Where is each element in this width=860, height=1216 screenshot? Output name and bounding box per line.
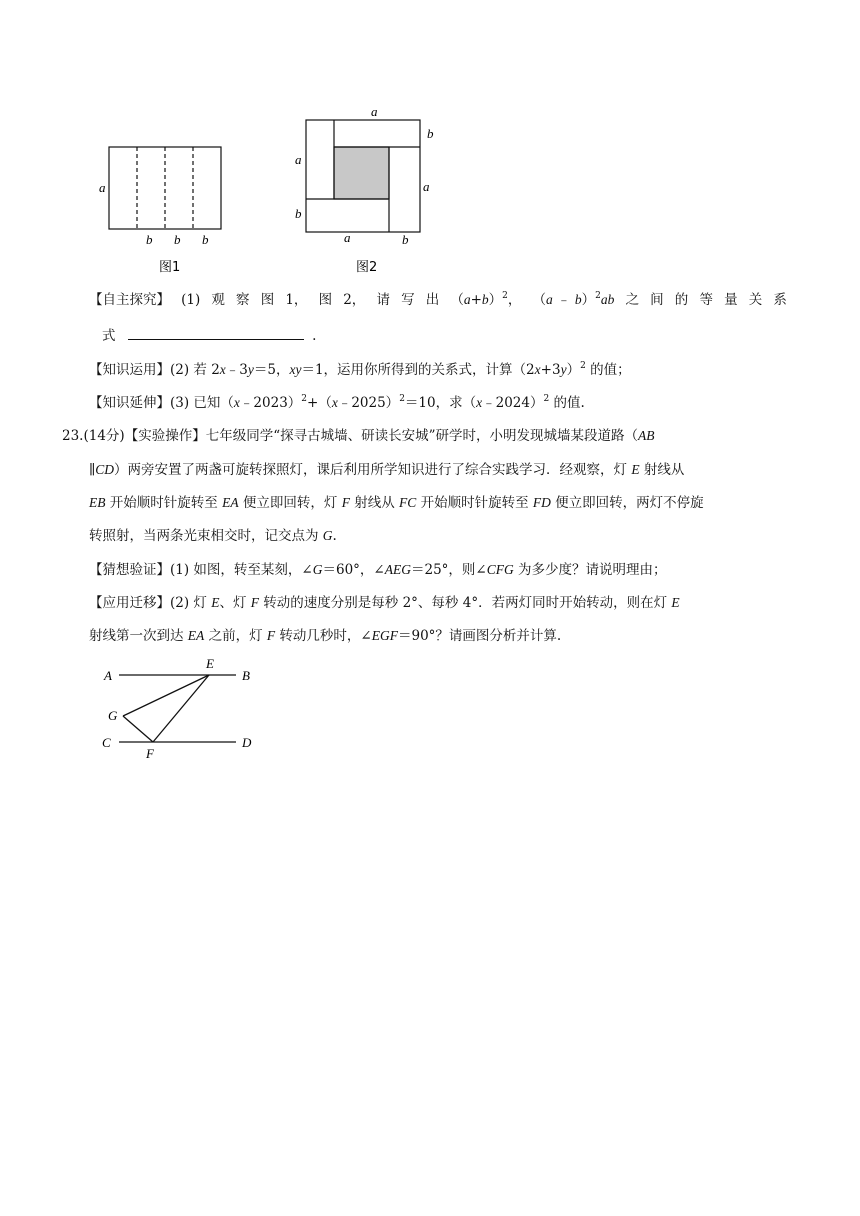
q22-part1-line2: 式 . <box>102 328 317 344</box>
point-label-b: B <box>242 668 250 683</box>
q23-part1: 【猜想验证】(1) 如图，转至某刻，∠G＝60°，∠AEG＝25°，则∠CFG 为多少度？请说明理由； <box>89 562 667 578</box>
q23-score: (14分) <box>83 428 125 444</box>
q23-part2-line2: 射线第一次到达 EA 之前，灯 F 转动几秒时，∠EGF＝90°？请画图分析并计算. <box>89 628 562 644</box>
q22-part2: 【知识运用】(2) 若 2x﹣3y＝5，xy＝1，运用你所得到的关系式，计算$(2x+3y)^2$ 的值； <box>89 360 631 378</box>
fig1-bottom-label: b <box>174 232 181 247</box>
q23-line1: 23.(14分)【实验操作】七年级同学“探寻古城墙、研读长安城”研学时，小明发现城墙某段道路（AB <box>62 428 655 444</box>
answer-blank[interactable] <box>128 327 304 340</box>
q23-line3: EB 开始顺时针旋转至 EA 便立即回转，灯 F 射线从 FC 开始顺时针旋转至 FD 便立即回转，两灯不停旋 <box>89 495 704 511</box>
fig2-label: a <box>344 230 351 245</box>
fig2-label: b <box>402 232 409 247</box>
q23-part2-line1: 【应用迁移】(2) 灯 E、灯 F 转动的速度分别是每秒 2°、每秒 4°．若两灯同时开始转动，则在灯 E <box>89 595 680 611</box>
q22-part2-tag: 【知识运用】 <box>89 362 170 378</box>
point-label-g: G <box>108 708 118 723</box>
q23-number: 23. <box>62 428 84 444</box>
q23-tag3: 【应用迁移】 <box>89 595 170 611</box>
point-label-f: F <box>146 746 154 761</box>
fig1-side-label: a <box>99 180 106 195</box>
fig2-label: b <box>427 126 434 141</box>
figure-1 <box>109 147 221 229</box>
point-label-a: A <box>104 668 112 683</box>
fig1-bottom-label: b <box>202 232 209 247</box>
q22-part3-tag: 【知识延伸】 <box>89 395 170 411</box>
point-label-e: E <box>206 656 214 671</box>
fig2-label: a <box>423 179 430 194</box>
q23-line2: ∥CD）两旁安置了两盏可旋转探照灯，课后利用所学知识进行了综合实践学习．经观察，灯 E 射线从 <box>89 462 685 478</box>
q22-part1-line1: 【自主探究】 (1) 观 察 图 1， 图 2， 请 写 出 $(a+b)^2$， （a ﹣ b）$^2$ab 之 间 的 等 量 关 系 <box>89 290 787 308</box>
q23-line4: 转照射，当两条光束相交时，记交点为 G. <box>89 528 337 544</box>
segment-gf <box>123 716 153 742</box>
segment-eg <box>123 675 209 716</box>
q23-tag1: 【实验操作】 <box>124 428 206 444</box>
q22-part3: 【知识延伸】(3) 已知（x﹣2023）$^2$+（x﹣2025）$^2$＝10，求（x﹣2024）$^2$ 的值. <box>89 393 585 411</box>
figure-1-rectangle <box>109 147 221 229</box>
fig1-bottom-label: b <box>146 232 153 247</box>
q23-tag2: 【猜想验证】 <box>89 562 170 578</box>
figure-2-shaded-square <box>334 147 389 199</box>
fig2-caption: 图2 <box>356 260 378 275</box>
fig2-label: a <box>295 152 302 167</box>
fig2-label: a <box>371 104 378 119</box>
fig2-label: b <box>295 206 302 221</box>
figure-3 <box>119 675 236 742</box>
figure-2 <box>306 120 420 232</box>
segment-ef <box>153 675 209 742</box>
q22-part1-tag: 【自主探究】 <box>89 292 170 308</box>
point-label-d: D <box>242 735 252 750</box>
point-label-c: C <box>102 735 111 750</box>
fig1-caption: 图1 <box>159 260 181 275</box>
